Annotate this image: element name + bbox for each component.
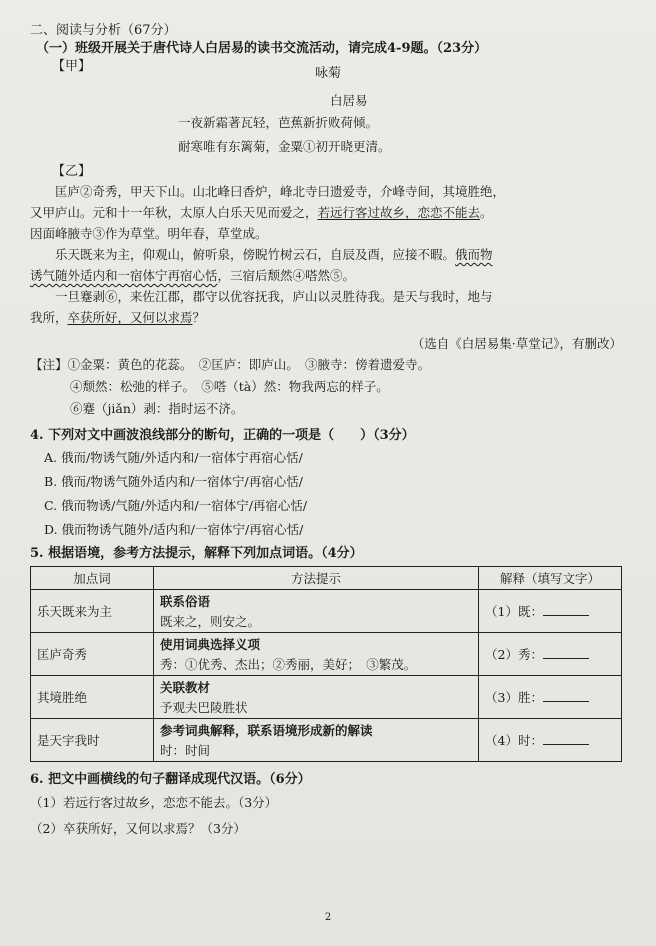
poem-author: 白居易: [330, 93, 368, 108]
answer-label: （3）胜：: [485, 690, 543, 705]
table-tip: [154, 590, 479, 633]
passage-line: 因面峰腋寺③作为草堂。明年春，草堂成。: [30, 226, 268, 241]
question-6-sub-1: （1）若远行客过故乡，恋恋不能去。（3分）: [30, 795, 278, 810]
table-row: [31, 633, 622, 676]
table-row: [31, 676, 622, 719]
passage-text: 乐天既来为主，仰观山，俯听泉，傍睨竹树云石，自辰及酉，应接不暇。: [55, 247, 456, 262]
passage-text: ，三宿后颓然④嗒然⑤。: [217, 268, 356, 283]
wavy-segment: 俄而物: [455, 247, 493, 262]
table-tip: [154, 719, 479, 762]
passage-text: 又甲庐山。元和十一年秋，太原人白乐天见而爱之，: [30, 205, 318, 220]
passage-text: ？: [192, 310, 206, 325]
group-intro: （一）班级开展关于唐代诗人白居易的读书交流活动，请完成4-9题。（23分）: [36, 41, 488, 56]
question-6-stem: 6. 把文中画横线的句子翻译成现代汉语。（6分）: [30, 772, 311, 787]
tip-text: 时：时间: [160, 743, 211, 758]
question-5-stem: 5. 根据语境，参考方法提示，解释下列加点词语。（4分）: [30, 546, 363, 561]
passage-line: 匡庐②奇秀，甲天下山。山北峰曰香炉，峰北寺曰遗爱寺，介峰寺间，其境胜绝，: [55, 184, 506, 199]
answer-label: （4）时：: [485, 733, 543, 748]
answer-blank[interactable]: [543, 603, 589, 616]
note-row: ⑥蹇（jiǎn）剥：指时运不济。: [70, 401, 244, 416]
question-4-option-d[interactable]: D. 俄而物诱气随外/适内和/一宿体宁/再宿心恬/: [44, 522, 304, 537]
yi-passage: [30, 181, 626, 328]
wavy-segment: 诱气随外适内和一宿体宁再宿心恬: [30, 268, 218, 283]
answer-blank[interactable]: [543, 732, 589, 745]
underlined-sentence-1: 若远行客过故乡，恋恋不能去: [317, 205, 481, 220]
table-header: 解释（填写文字）: [479, 567, 622, 590]
passage-text: 我所，: [30, 310, 68, 325]
table-header: 方法提示: [154, 567, 479, 590]
tip-title: 使用词典选择义项: [160, 637, 261, 652]
underlined-sentence-2: 卒获所好，又何以求焉: [67, 310, 193, 325]
table-row: [31, 719, 622, 762]
tip-title: 联系俗语: [160, 594, 211, 609]
table-answer: [479, 719, 622, 762]
note-row: 【注】①金粟：黄色的花蕊。 ②匡庐：即庐山。 ③腋寺：傍着遗爱寺。: [30, 357, 431, 372]
tip-text: 予观夫巴陵胜状: [160, 700, 248, 715]
tip-title: 参考词典解释，联系语境形成新的解读: [160, 723, 373, 738]
table-word: 其境胜绝: [31, 676, 154, 719]
yi-label: 【乙】: [52, 164, 92, 179]
passage-line: [30, 265, 626, 286]
source-citation: （选自《白居易集·草堂记》，有删改）: [411, 336, 622, 351]
answer-blank[interactable]: [543, 689, 589, 702]
answer-blank[interactable]: [543, 646, 589, 659]
question-4-stem: 4. 下列对文中画波浪线部分的断句，正确的一项是（ ）（3分）: [30, 428, 415, 443]
tip-title: 关联教材: [160, 680, 211, 695]
passage-line: [30, 307, 626, 328]
table-tip: [154, 676, 479, 719]
jia-label: 【甲】: [52, 59, 92, 74]
question-4-option-b[interactable]: B. 俄而/物诱气随外适内和/一宿体宁/再宿心恬/: [44, 474, 303, 489]
question-4-option-a[interactable]: A. 俄而/物诱气随/外适内和/一宿体宁再宿心恬/: [44, 450, 303, 465]
passage-text: 。: [480, 205, 493, 220]
passage-line: [30, 202, 626, 223]
poem-line-1: 一夜新霜著瓦轻，芭蕉新折败荷倾。: [178, 115, 379, 130]
table-word: 匡庐奇秀: [31, 633, 154, 676]
table-header-row: [31, 567, 622, 590]
method-table: [30, 566, 622, 762]
answer-label: （2）秀：: [485, 647, 543, 662]
table-tip: [154, 633, 479, 676]
table-answer: [479, 633, 622, 676]
note-row: ④颓然：松弛的样子。 ⑤嗒（tà）然：物我两忘的样子。: [70, 379, 389, 394]
poem-title: 咏菊: [314, 66, 341, 81]
table-answer: [479, 676, 622, 719]
section-heading: 二、阅读与分析（67分）: [30, 23, 177, 38]
table-word: 乐天既来为主: [31, 590, 154, 633]
page-number: 2: [324, 912, 332, 923]
tip-text: 秀：①优秀、杰出；②秀丽，美好； ③繁茂。: [160, 657, 417, 672]
passage-line: 一旦蹇剥⑥，来佐江郡，郡守以优容抚我，庐山以灵胜待我。是天与我时，地与: [55, 289, 493, 304]
notes: [30, 354, 626, 420]
table-word: 是天宇我时: [31, 719, 154, 762]
table-row: [31, 590, 622, 633]
question-6-sub-2: （2）卒获所好，又何以求焉？（3分）: [30, 821, 246, 836]
table-header: 加点词: [31, 567, 154, 590]
passage-line: [30, 244, 626, 265]
tip-text: 既来之，则安之。: [160, 614, 261, 629]
poem-line-2: 耐寒唯有东篱菊，金粟①初开晓更清。: [178, 139, 391, 154]
table-answer: [479, 590, 622, 633]
answer-label: （1）既：: [485, 604, 543, 619]
question-4-option-c[interactable]: C. 俄而物诱/气随/外适内和/一宿体宁/再宿心恬/: [44, 498, 308, 513]
